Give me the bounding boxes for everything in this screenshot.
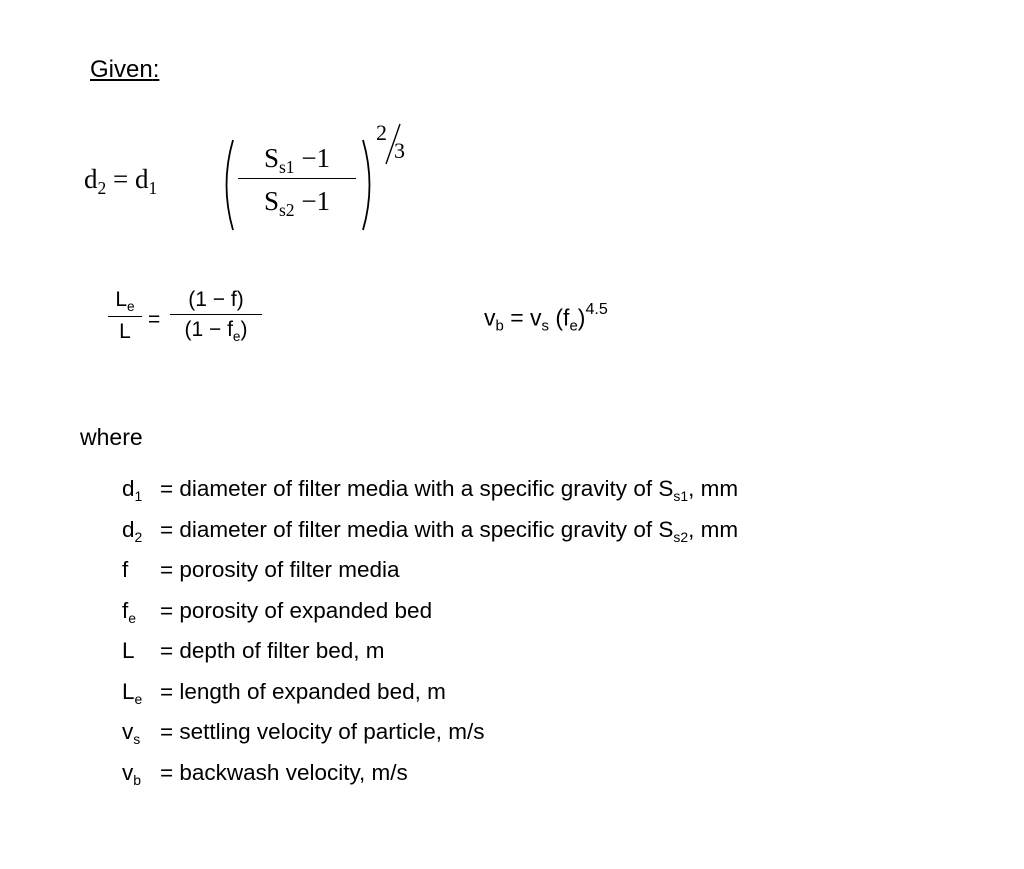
definition-subscript: s1 <box>673 487 689 504</box>
specific-gravity-ratio <box>238 140 356 219</box>
definition-description: = backwash velocity, m/s <box>160 759 408 785</box>
symbol-vs: v <box>530 304 542 331</box>
equals-sign: = <box>503 304 531 331</box>
subscript-e: e <box>127 298 135 314</box>
definition-subscript: s2 <box>673 528 689 545</box>
definition-description: = diameter of filter media with a specific gravity of S <box>160 516 674 542</box>
definition-unit: , mm <box>688 516 739 542</box>
definition-text <box>160 557 399 585</box>
symbol-l: L <box>119 319 131 343</box>
numerator-minus-one: −1 <box>294 143 331 173</box>
definition-description: = porosity of expanded bed <box>160 597 433 623</box>
equals-sign: = <box>106 164 135 194</box>
symbol: v <box>122 719 134 744</box>
paren-open: (f <box>549 304 570 331</box>
exponent-numerator: 2 <box>376 120 387 145</box>
equation-lhs <box>84 164 157 199</box>
symbol: L <box>122 678 135 704</box>
definition-text <box>160 598 432 626</box>
denominator-sub: s2 <box>278 200 295 221</box>
numerator-sub: s1 <box>278 157 295 178</box>
symbol: d <box>122 476 135 501</box>
fraction-bar <box>238 178 356 179</box>
definition-symbol <box>122 598 136 626</box>
porosity-numerator: (1 − f) <box>188 288 244 311</box>
bed-expansion-equation <box>108 288 348 388</box>
symbol-le: L <box>115 288 128 311</box>
exponent-two-thirds <box>376 120 416 180</box>
symbol-subscript: e <box>134 690 143 707</box>
symbol: f <box>122 557 129 582</box>
length-ratio-numerator <box>108 288 142 314</box>
definition-text <box>160 476 738 504</box>
denominator-close: ) <box>240 318 248 341</box>
backwash-velocity-equation <box>484 300 608 334</box>
given-heading <box>90 56 159 84</box>
definition-symbol <box>122 638 135 666</box>
definition-description: = length of expanded bed, m <box>160 678 446 704</box>
definition-text <box>160 638 385 666</box>
porosity-denominator <box>170 318 262 344</box>
definition-symbol <box>122 517 142 545</box>
ratio-denominator <box>238 183 356 219</box>
symbol-d1: d <box>135 164 149 194</box>
symbol-subscript: 2 <box>134 528 143 545</box>
definition-symbol <box>122 679 142 707</box>
left-parenthesis <box>218 138 236 232</box>
numerator-s: S <box>263 143 279 173</box>
porosity-ratio <box>170 288 262 344</box>
symbol-subscript: e <box>128 609 137 626</box>
definition-description: = diameter of filter media with a specific gravity of S <box>160 476 674 501</box>
definition-symbol <box>122 557 128 585</box>
exponent-value: 4.5 <box>585 300 608 318</box>
symbol-subscript: b <box>133 771 142 788</box>
paren-close: ) <box>577 304 586 331</box>
definition-symbol <box>122 719 140 747</box>
definition-text <box>160 719 485 747</box>
symbol: L <box>122 638 135 663</box>
definition-symbol <box>122 476 142 504</box>
equals-sign: = <box>148 308 161 331</box>
subscript-1: 1 <box>148 178 158 199</box>
length-ratio <box>108 288 142 344</box>
symbol-d2: d <box>84 164 98 194</box>
denominator-s: S <box>263 186 279 216</box>
subscript-e: e <box>569 317 578 335</box>
fraction-bar <box>108 316 142 317</box>
denominator-minus-one: −1 <box>294 186 331 216</box>
definition-text <box>160 517 738 545</box>
definition-text <box>160 760 408 788</box>
definition-unit: , mm <box>688 476 739 501</box>
denominator-open: (1 − f <box>184 318 233 341</box>
subscript-e: e <box>232 328 241 344</box>
subscript-s: s <box>541 317 549 335</box>
symbol: f <box>122 597 129 623</box>
diameter-equation <box>84 120 404 230</box>
subscript-b: b <box>495 317 504 335</box>
given-label: Given <box>90 56 153 83</box>
symbol-subscript: 1 <box>134 487 143 504</box>
definition-symbol <box>122 760 141 788</box>
symbol-subscript: s <box>133 730 141 747</box>
given-colon: : <box>152 56 160 83</box>
definition-text <box>160 679 446 707</box>
symbol: d <box>122 516 135 542</box>
definition-description: = settling velocity of particle, m/s <box>160 719 485 744</box>
exponent-denominator: 3 <box>394 138 405 163</box>
subscript-2: 2 <box>97 178 107 199</box>
fraction-bar <box>170 314 262 315</box>
symbol: v <box>122 759 134 785</box>
where-label: where <box>80 424 143 450</box>
definition-description: = depth of filter bed, m <box>160 638 385 663</box>
ratio-numerator <box>238 140 356 176</box>
definition-description: = porosity of filter media <box>160 557 400 582</box>
symbol-vb: v <box>484 304 496 331</box>
